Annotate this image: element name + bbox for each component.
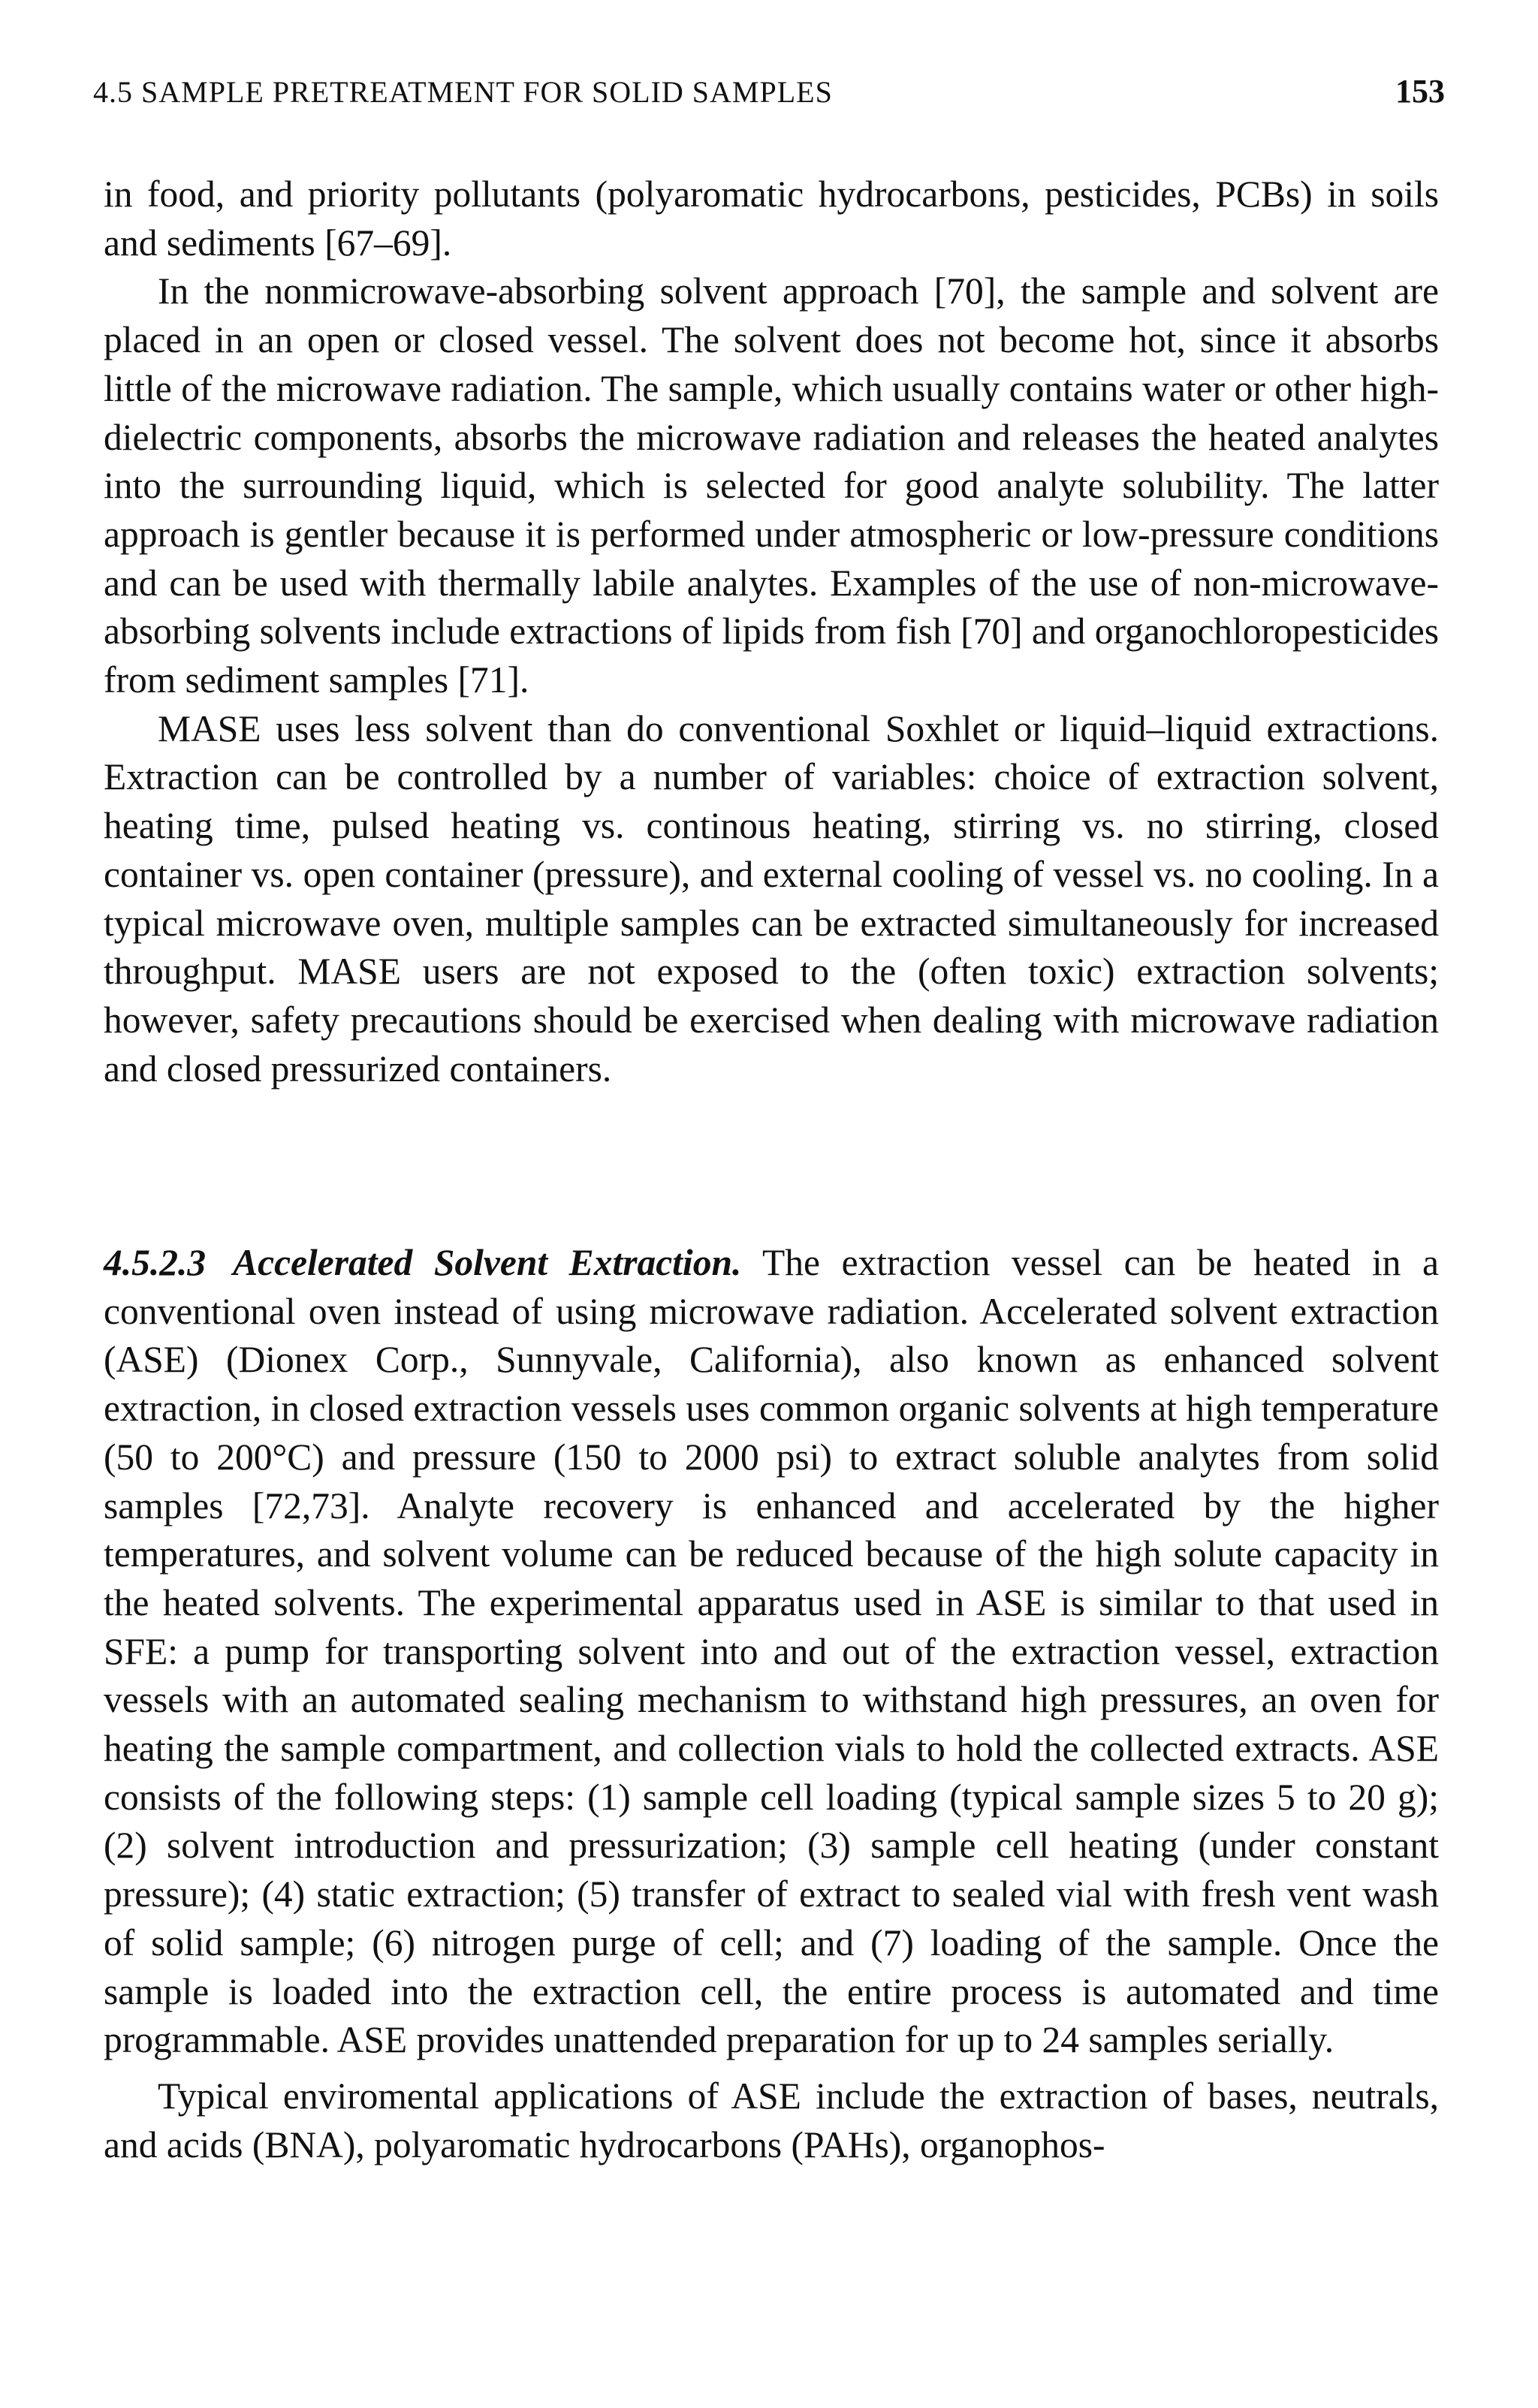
section-ase — [104, 1239, 1439, 2169]
paragraph-continued: in food, and priority pollutants (polyaromatic hydrocarbons, pesticides, PCBs) in soils and sediments [67–69]. — [104, 173, 1439, 264]
page-number: 153 — [1395, 73, 1445, 110]
section-paragraph — [104, 1239, 1439, 2065]
paragraph-mase: MASE uses less solvent than do conventional Soxhlet or liquid–liquid extractions. Extraction can be controlled by a number of variables: choice of extraction solvent, heating time, pulsed heating vs. continous heating, stirring vs. no stirring, closed container vs. open container (pressure), and external cooling of vessel vs. no cooling. In a typical microwave oven, multiple samples can be extracted simultaneously for increased throughput. MASE users are not exposed to the (often toxic) extraction solvents; however, safety precautions should be exercised when dealing with microwave radiation and closed pressurized containers. — [104, 707, 1439, 1089]
section-title: Accelerated Solvent Extraction. — [233, 1242, 742, 1283]
paragraph-applications: Typical enviromental applications of ASE include the extraction of bases, neutrals, and acids (BNA), polyaromatic hydrocarbons (PAHs), organophos- — [104, 2075, 1439, 2165]
section-text: The extraction vessel can be heated in a conventional oven instead of using microwave radiation. Accelerated solvent extraction (ASE) (Dionex Corp., Sunnyvale, California), also known as enhanced solvent extraction, in closed extraction vessels uses common organic solvents at high temperature (50 to 200°C) and pressure (150 to 2000 psi) to extract soluble analytes from solid samples [72,73]. Analyte recovery is enhanced and accelerated by the higher temperatures, and solvent volume can be reduced because of the high solute capacity in the heated solvents. The experimental apparatus used in ASE is similar to that used in SFE: a pump for transporting solvent into and out of the extraction vessel, extraction vessels with an automated sealing mechanism to withstand high pressures, an oven for heating the sample compartment, and collection vials to hold the collected extracts. ASE consists of the following steps: (1) sample cell loading (typical sample sizes 5 to 20 g); (2) solvent introduction and pressurization; (3) sample cell heating (under constant pressure); (4) static extraction; (5) transfer of extract to sealed vial with fresh vent wash of solid sample; (6) nitrogen purge of cell; and (7) loading of the sample. Once the sample is loaded into the extraction cell, the entire process is automated and time programmable. ASE provides unattended preparation for up to 24 samples serially. — [104, 1242, 1439, 2061]
running-title: 4.5 SAMPLE PRETREATMENT FOR SOLID SAMPLES — [93, 75, 833, 109]
body-text-top — [104, 170, 1439, 1093]
section-number: 4.5.2.3 — [104, 1242, 207, 1283]
paragraph-nonmicrowave: In the nonmicrowave-absorbing solvent approach [70], the sample and solvent are placed in an open or closed vessel. The solvent does not become hot, since it absorbs little of the microwave radiation. The sample, which usually contains water or other high-dielectric components, absorbs the microwave radiation and releases the heated analytes into the surrounding liquid, which is selected for good analyte solubility. The latter approach is gentler because it is performed under atmospheric or low-pressure conditions and can be used with thermally labile analytes. Examples of the use of non-microwave-absorbing solvents include extractions of lipids from fish [70] and organochloropesticides from sediment samples [71]. — [104, 270, 1439, 701]
running-header — [93, 72, 1445, 117]
paragraph-gap — [104, 2065, 1439, 2072]
